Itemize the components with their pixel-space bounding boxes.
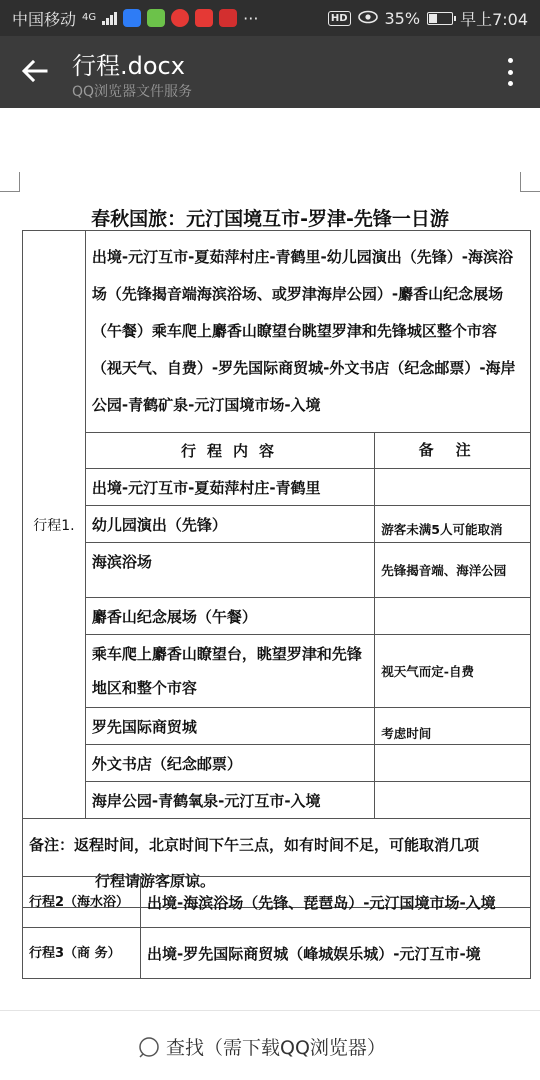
arrow-left-icon[interactable]: [20, 56, 50, 86]
hd-icon: HD: [328, 11, 351, 26]
itinerary-row-content: 罗先国际商贸城: [85, 708, 374, 745]
page-crop-mark-left: [0, 172, 20, 192]
signal-icon: [102, 11, 117, 25]
app-bar: [0, 36, 540, 108]
document-title: 春秋国旅：元汀国境互市-罗津-先锋一日游: [91, 208, 449, 230]
itinerary1-label: 行程1.: [23, 231, 86, 819]
itinerary3-label: 行程3（商 务）: [23, 928, 141, 979]
itinerary1-summary: 出境-元汀互市-夏茹萍村庄-青鹤里-幼儿园演出（先锋）-海滨浴场（先锋揭音端海滨浴场、或罗津海岸公园）-麝香山纪念展场（午餐）乘车爬上麝香山瞭望台眺望罗津和先锋城区整个市容（视天气、自费）-罗先国际商贸城-外文书店（纪念邮票）-海岸公园-青鹤矿泉-元汀国境市场-入境: [85, 231, 530, 433]
itinerary-row-note: [375, 469, 531, 506]
more-vertical-icon[interactable]: [508, 58, 514, 86]
header-note: 备注: [375, 433, 531, 469]
find-button[interactable]: [138, 1033, 386, 1060]
itinerary-row-content: 外文书店（纪念邮票）: [85, 745, 374, 782]
file-subtitle: QQ浏览器文件服务: [72, 84, 193, 100]
itinerary2-content: 出境-海滨浴场（先锋、琵琶岛）-元汀国境市场-入境: [141, 877, 531, 928]
carrier-label: 中国移动: [12, 9, 77, 29]
search-icon: [138, 1036, 160, 1058]
app-notification-icon-5: [219, 9, 237, 27]
app-notification-icon-4: [195, 9, 213, 27]
battery-icon: [427, 12, 453, 25]
app-notification-icon-1: [123, 9, 141, 27]
itinerary-row-note: 考虑时间: [375, 708, 531, 745]
document-view[interactable]: [0, 108, 540, 1010]
itinerary-row-content: 麝香山纪念展场（午餐）: [85, 598, 374, 635]
other-itineraries-table: [22, 876, 531, 979]
itinerary-table: [22, 230, 531, 908]
itinerary-row-note: [375, 598, 531, 635]
eye-icon: [358, 9, 378, 28]
itinerary3-content: 出境-罗先国际商贸城（峰城娱乐城）-元汀互市-境: [141, 928, 531, 979]
more-notifications-icon: ···: [243, 8, 259, 28]
status-bar: [0, 0, 540, 36]
itinerary-row-content: 海滨浴场: [85, 543, 374, 598]
itinerary-row-note: [375, 745, 531, 782]
itinerary2-label: 行程2（海水浴）: [23, 877, 141, 928]
app-notification-icon-3: [171, 9, 189, 27]
itinerary-row-note: [375, 782, 531, 819]
itinerary-row-content: 幼儿园演出（先锋）: [85, 506, 374, 543]
bottom-bar: [0, 1010, 540, 1080]
app-notification-icon-2: [147, 9, 165, 27]
itinerary-row-note: 先锋揭音端、海洋公园: [375, 543, 531, 598]
header-content: 行程内容: [85, 433, 374, 469]
itinerary-row-content: 出境-元汀互市-夏茹萍村庄-青鹤里: [85, 469, 374, 506]
find-label: 查找（需下载QQ浏览器）: [166, 1037, 386, 1059]
file-title: 行程.docx: [72, 52, 185, 80]
itinerary-row-note: 游客未满5人可能取消: [375, 506, 531, 543]
remark-line-2: 行程请游客原谅。: [95, 872, 216, 890]
itinerary-row-content: 乘车爬上麝香山瞭望台，眺望罗津和先锋地区和整个市容: [85, 635, 374, 708]
network-type: 4G: [82, 12, 97, 23]
clock: 早上7:04: [460, 9, 528, 29]
itinerary-row-content: 海岸公园-青鹤氧泉-元汀互市-入境: [85, 782, 374, 819]
battery-percent: 35%: [384, 8, 421, 28]
remark-line-1: 备注：返程时间，北京时间下午三点，如有时间不足，可能取消几项: [29, 836, 480, 854]
page-crop-mark-right: [520, 172, 540, 192]
itinerary-row-note: 视天气而定-自费: [375, 635, 531, 708]
